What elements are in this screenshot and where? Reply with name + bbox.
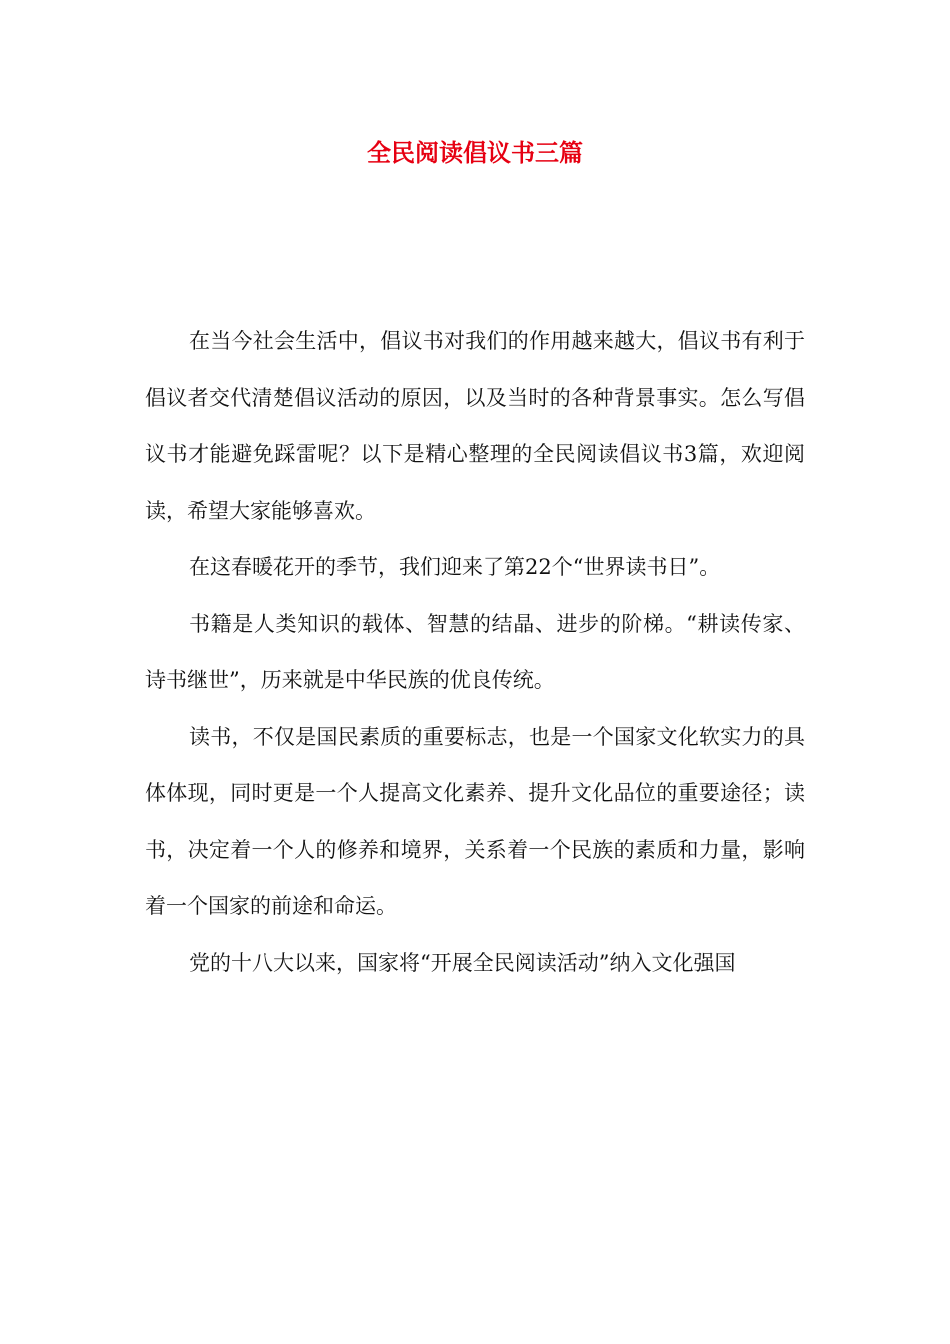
paragraph-books: 书籍是人类知识的载体、智慧的结晶、进步的阶梯。“耕读传家、诗书继世”，历来就是中华民族的优良传统。 [145,611,805,692]
document-title: 全民阅读倡议书三篇 [367,138,583,167]
paragraph-intro: 在当今社会生活中，倡议书对我们的作用越来越大，倡议书有利于倡议者交代清楚倡议活动的原因，以及当时的各种背景事实。怎么写倡议书才能避免踩雷呢？以下是精心整理的全民阅读倡议书3篇，欢迎阅读，希望大家能够喜欢。 [145,329,805,523]
paragraph-reading-importance: 读书，不仅是国民素质的重要标志，也是一个国家文化软实力的具体体现，同时更是一个人提高文化素养、提升文化品位的重要途径；读书，决定着一个人的修养和境界，关系着一个民族的素质和力量，影响着一个国家的前途和命运。 [145,724,805,918]
paragraph-reading-day: 在这春暖花开的季节，我们迎来了第22个“世界读书日”。 [189,555,721,579]
paragraph-party-congress: 党的十八大以来，国家将“开展全民阅读活动”纳入文化强国 [189,950,736,975]
document-body [145,313,805,991]
